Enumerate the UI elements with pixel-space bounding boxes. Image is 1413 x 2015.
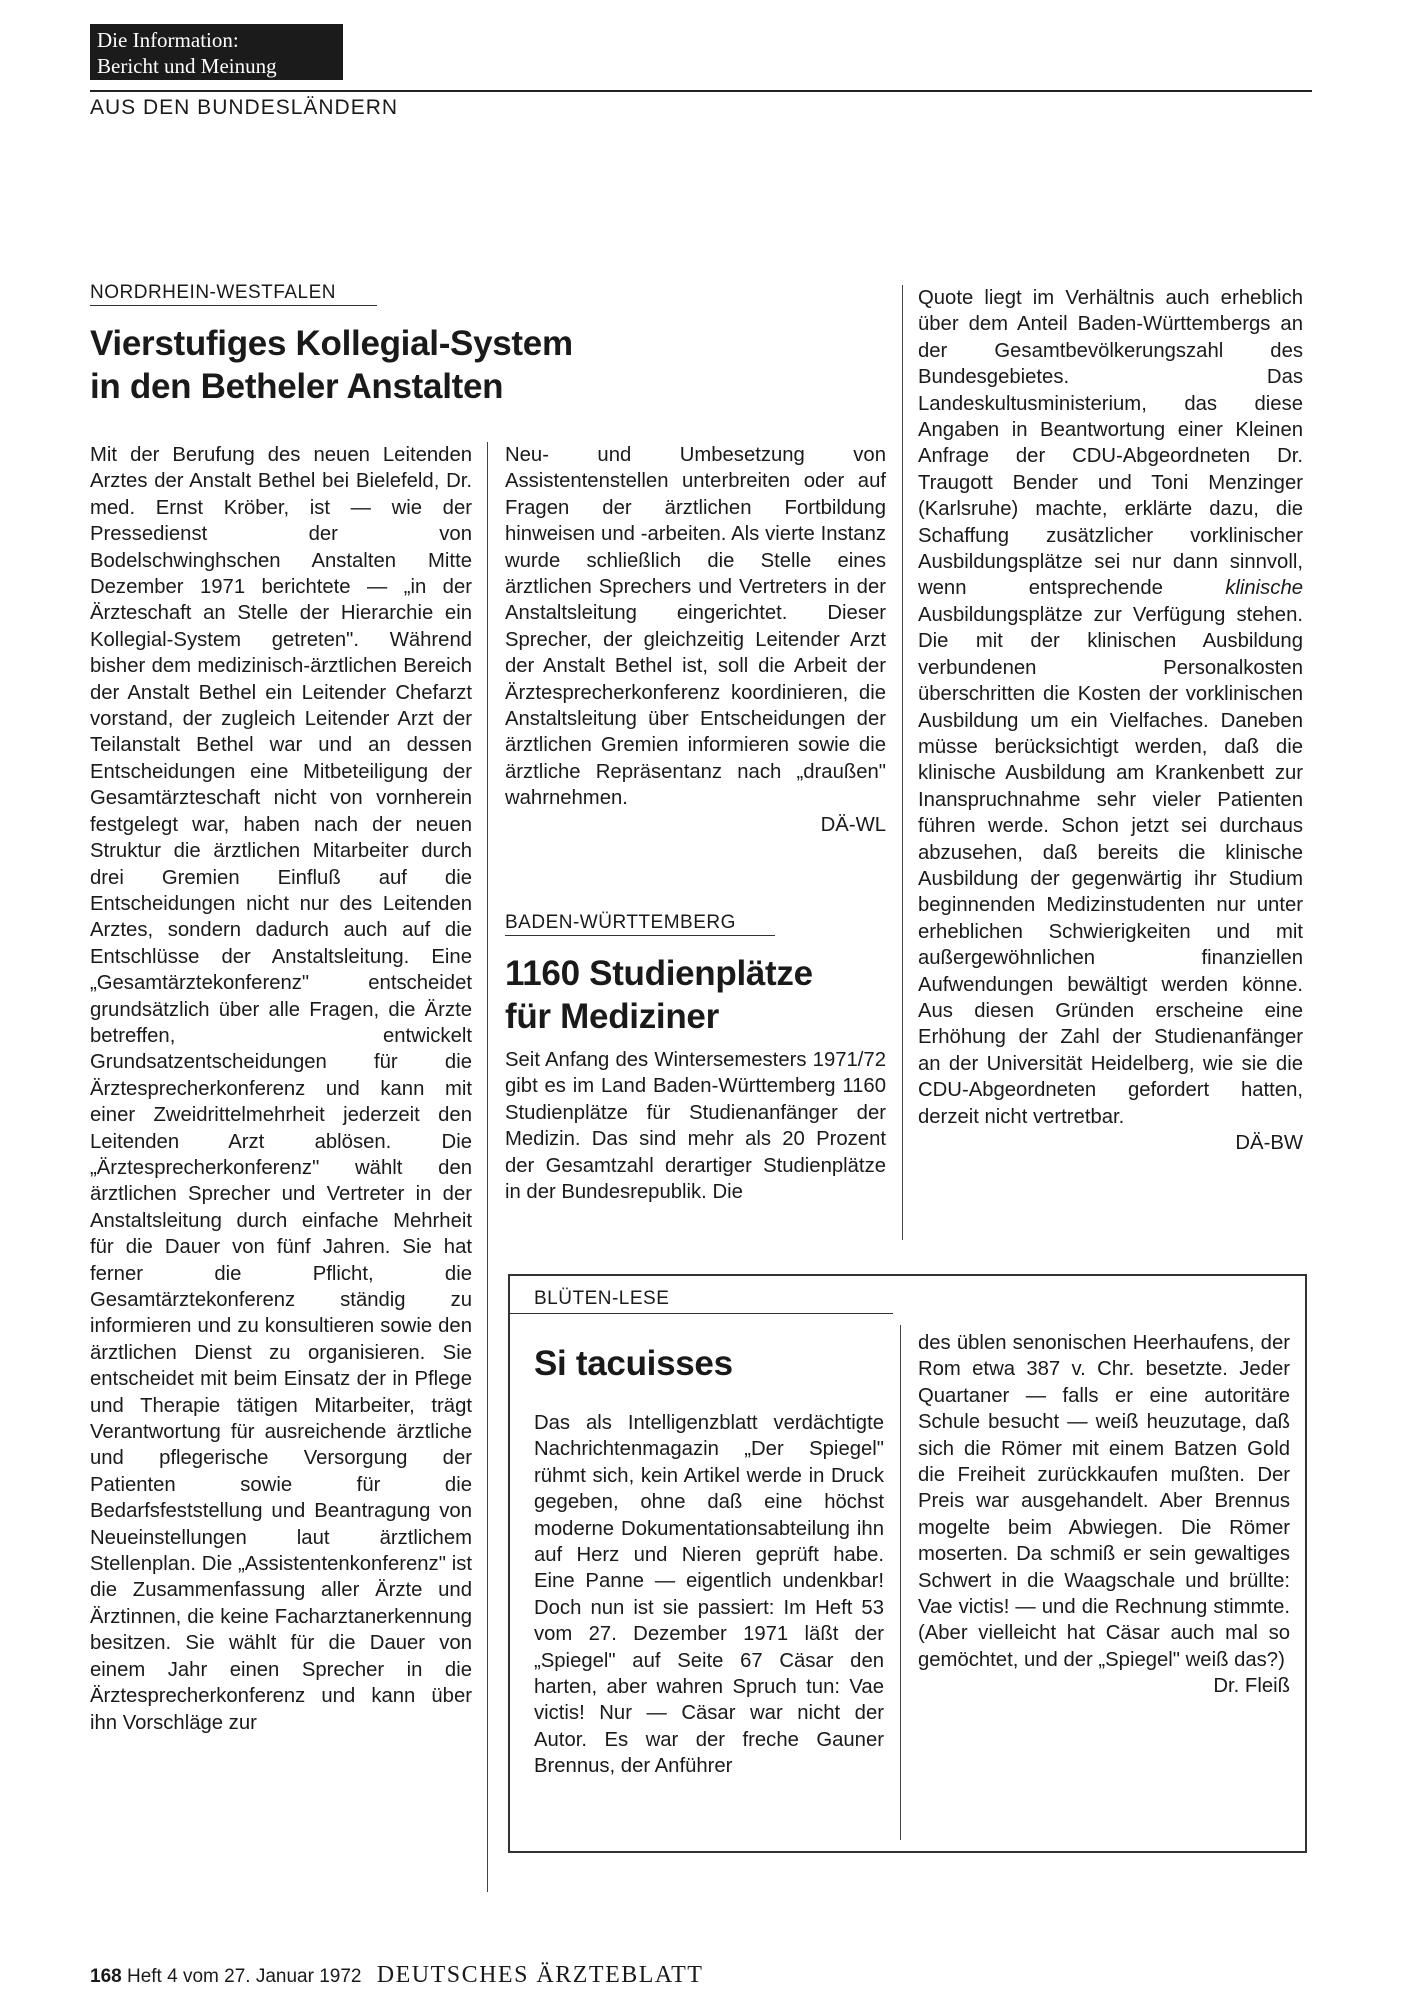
article1-signature: DÄ-WL: [820, 813, 886, 836]
article1-kicker-rule: [90, 305, 377, 306]
article3-kicker: BLÜTEN-LESE: [534, 1288, 670, 1309]
article2-column3-text-b: Ausbildungsplätze zur Verfügung stehen. Die mit der klinischen Ausbildung verbundenen Personalkosten überschritten die Kosten der vorklinischen Ausbildung um ein Vielfaches. Daneben müsse berücksichtigt werden, daß die klinische Ausbildung am Krankenbett zur Inanspruchnahme sehr vieler Patienten führen werde. Schon jetzt sei durchaus abzusehen, daß bereits die klinische Ausbildung der gegenwärtig ihr Studium beginnenden Medizinstudenten nur unter erheblichen Schwierigkeiten und mit außergewöhnlichen finanziellen Aufwendungen bewältigt werden könne. Aus diesen Gründen erscheine eine Erhöhung der Zahl der Studienanfänger an der Universität Heidelberg, wie sie die CDU-Abgeordneten gefordert hatten, derzeit nicht vertretbar.: [918, 603, 1303, 1128]
article1-column2: [505, 442, 886, 838]
rubric-badge-line2: Bericht und Meinung: [97, 54, 277, 78]
magazine-title: DEUTSCHES ÄRZTEBLATT: [376, 1962, 704, 1988]
issue-info: Heft 4 vom 27. Januar 1972: [126, 1966, 362, 1987]
rubric-badge-line1: Die Information:: [97, 28, 239, 52]
article2-column2: Seit Anfang des Wintersemesters 1971/72 gibt es im Land Baden-Württemberg 1160 Studienplätze für Studienanfänger der Medizin. Das sind mehr als 20 Prozent der Gesamtzahl derartiger Studienplätze in der Bundesrepublik. Die: [505, 1049, 886, 1204]
rubric-badge: [90, 24, 343, 80]
article3-column2-text: des üblen senonischen Heerhaufens, der Rom etwa 387 v. Chr. besetzte. Jeder Quartaner — falls er eine autoritäre Schule besucht — weiß heuzutage, daß sich die Römer mit einem Batzen Gold die Freiheit zurückkaufen mußten. Der Preis war ausgehandelt. Aber Brennus mogelte beim Abwiegen. Die Römer moserten. Da schmiß er sein gewaltiges Schwert in die Waagschale und brüllte: Vae victis! — und die Rechnung stimmte. (Aber vielleicht hat Cäsar auch mal so gemöchtet, und der „Spiegel" weiß das?): [918, 1332, 1290, 1671]
page-number: 168: [90, 1966, 122, 1987]
page-footer: [90, 1962, 703, 1989]
column-rule-2: [902, 285, 903, 1240]
article2-headline: [505, 952, 885, 1038]
article2-kicker: BADEN-WÜRTTEMBERG: [505, 912, 736, 933]
article3-column2: [918, 1330, 1290, 1700]
article1-column1: Mit der Berufung des neuen Leitenden Arztes der Anstalt Bethel bei Bielefeld, Dr. med. Ernst Kröber, ist — wie der Pressedienst der von Bodelschwinghschen Anstalten Mitte Dezember 1971 berichtete — „in der Ärzteschaft an Stelle der Hierarchie ein Kollegial-System getreten". Während bisher dem medizinisch-ärztlichen Bereich der Anstalt Bethel ein Leitender Chefarzt vorstand, der zugleich Leitender Arzt der Teilanstalt Bethel war und an dessen Entscheidungen eine Mitbeteiligung der Gesamtärzteschaft nicht von vornherein festgelegt war, haben nach der neuen Struktur die ärztlichen Mitarbeiter durch drei Gremien Einfluß auf die Entscheidungen nicht nur des Leitenden Arztes, sondern dadurch auch auf die Entschlüsse der Anstaltsleitung. Eine „Gesamtärztekonferenz" entscheidet grundsätzlich über alle Fragen, die Ärzte betreffen, entwickelt Grundsatzentscheidungen für die Ärztesprecherkonferenz und kann mit einer Zweidrittelmehrheit jederzeit den Leitenden Arzt ablösen. Die „Ärztesprecherkonferenz" wählt den ärztlichen Sprecher und Vertreter in der Anstaltsleitung durch einfache Mehrheit für die Dauer von fünf Jahren. Sie hat ferner die Pflicht, die Gesamtärztekonferenz ständig zu informieren und zu konsultieren sowie den ärztlichen Dienst zu organisieren. Sie entscheidet mit beim Einsatz der in Pflege und Therapie tätigen Mitarbeiter, trägt Verantwortung für ausreichende ärztliche und pflegerische Versorgung der Patienten sowie für die Bedarfsfeststellung und Beantragung von Neueinstellungen laut ärztlichem Stellenplan. Die „Assistentenkonferenz" ist die Zusammenfassung aller Ärzte und Ärztinnen, die keine Facharztanerkennung besitzen. Sie wählt für die Dauer von einem Jahr einen Sprecher in die Ärztesprecherkonferenz und kann über ihn Vorschläge zur: [90, 444, 472, 1734]
article2-headline-line2: für Mediziner: [505, 997, 719, 1036]
article3-headline: Si tacuisses: [534, 1344, 733, 1383]
article2-kicker-rule: [505, 935, 775, 936]
article1-headline: [90, 322, 770, 408]
article3-kicker-rule: [508, 1313, 893, 1314]
article3-column1: Das als Intelligenzblatt verdächtigte Nachrichtenmagazin „Der Spiegel" rühmt sich, kein Artikel werde in Druck gegeben, ohne daß eine höchst moderne Dokumentationsabteilung ihn auf Herz und Nieren geprüft habe. Eine Panne — eigentlich undenkbar! Doch nun ist sie passiert: Im Heft 53 vom 27. Dezember 1971 läßt der „Spiegel" auf Seite 67 Cäsar den harten, aber wahren Spruch tun: Vae victis! Nur — Cäsar war nicht der Autor. Es war der freche Gauner Brennus, der Anführer: [534, 1412, 884, 1778]
article2-signature: DÄ-BW: [1235, 1132, 1303, 1154]
article3-signature: Dr. Fleiß: [1213, 1675, 1290, 1698]
column-rule-3: [900, 1325, 901, 1840]
article1-column2-text: Neu- und Umbesetzung von Assistentenstellen unterbreiten oder auf Fragen der ärztlichen Fortbildung hinweisen und -arbeiten. Als vierte Instanz wurde schließlich die Stelle eines ärztlichen Sprechers und Vertreters in der Anstaltsleitung eingerichtet. Dieser Sprecher, der gleichzeitig Leitender Arzt der Anstalt Bethel ist, soll die Arbeit der Ärztesprecherkonferenz koordinieren, die Anstaltsleitung über Entscheidungen der ärztlichen Gremien informieren sowie die ärztliche Repräsentanz nach „draußen" wahrnehmen.: [505, 444, 886, 810]
article2-headline-line1: 1160 Studienplätze: [505, 954, 813, 993]
article2-column3-emphasis: klinische: [1225, 577, 1303, 600]
article1-headline-line2: in den Betheler Anstalten: [90, 367, 504, 406]
article1-kicker: NORDRHEIN-WESTFALEN: [90, 282, 336, 303]
section-title: AUS DEN BUNDESLÄNDERN: [90, 96, 399, 119]
article1-headline-line1: Vierstufiges Kollegial-System: [90, 324, 573, 363]
header-rule: [90, 90, 1312, 92]
article2-column3-text-a: Quote liegt im Verhältnis auch erheblich über dem Anteil Baden-Württembergs an der Gesamtbevölkerungszahl des Bundesgebietes. Das Landeskultusministerium, das diese Angaben in Beantwortung einer Kleinen Anfrage der CDU-Abgeordneten Dr. Traugott Bender und Toni Menzinger (Karlsruhe) machte, erklärte dazu, die Schaffung zusätzlicher vorklinischer Ausbildungsplätze sei nur dann sinnvoll, wenn entsprechende: [918, 287, 1303, 600]
column-rule-1: [487, 442, 488, 1892]
article2-column3: [918, 285, 1303, 1156]
